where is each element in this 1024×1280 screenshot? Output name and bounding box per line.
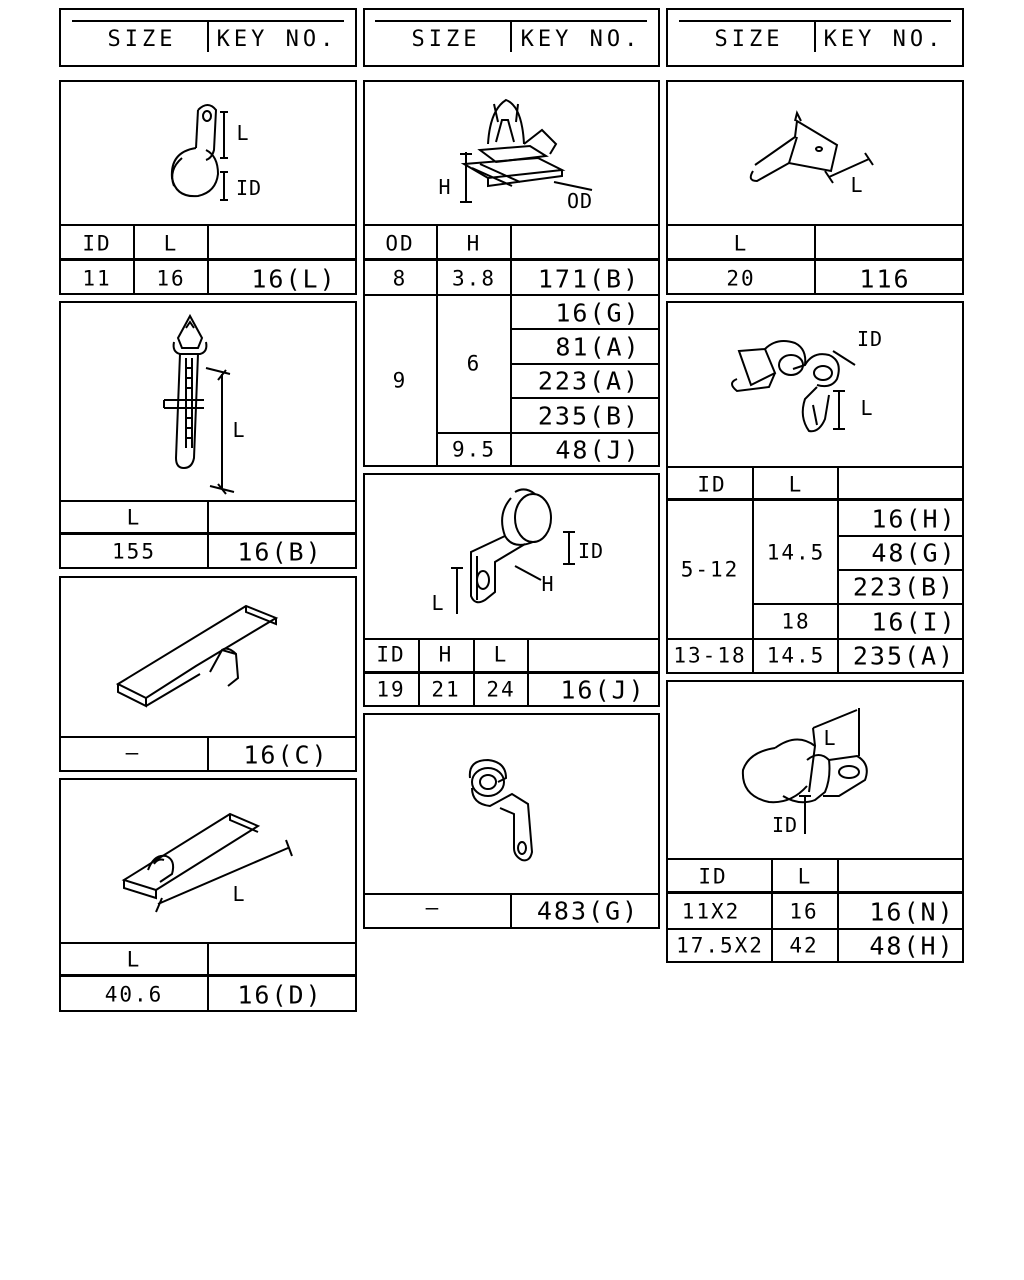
table-cell: 24 bbox=[486, 677, 516, 702]
table-cell: 16 bbox=[789, 899, 819, 924]
header-key-label: KEY NO. bbox=[216, 27, 338, 52]
header-size-label: SIZE bbox=[714, 27, 784, 52]
dim-label-OD: OD bbox=[566, 189, 594, 213]
table-header-cell: OD bbox=[385, 231, 415, 256]
header-size-label: SIZE bbox=[107, 27, 177, 52]
table-header-cell: H bbox=[438, 642, 454, 667]
table-cell: — bbox=[125, 740, 141, 765]
key-number: 81(A) bbox=[555, 332, 641, 362]
table-header-cell: H bbox=[466, 231, 482, 256]
key-number: 16(N) bbox=[869, 897, 955, 927]
table-cell: 6 bbox=[466, 351, 482, 376]
table-cell: 40.6 bbox=[104, 982, 164, 1007]
key-number: 48(H) bbox=[869, 931, 955, 961]
table-header-cell: L bbox=[733, 231, 749, 256]
flat-band-push-clip-icon bbox=[118, 808, 298, 923]
dim-label-H: H bbox=[438, 175, 452, 199]
table-header-cell: ID bbox=[376, 642, 406, 667]
header-size-label: SIZE bbox=[411, 27, 481, 52]
table-cell: 155 bbox=[112, 539, 156, 564]
dim-label-L: L bbox=[236, 121, 250, 145]
table-cell: 19 bbox=[376, 677, 406, 702]
table-header-cell: L bbox=[163, 231, 179, 256]
table-cell: 18 bbox=[781, 609, 811, 634]
key-number: 48(G) bbox=[871, 538, 957, 568]
dim-label-ID: ID bbox=[577, 539, 605, 563]
table-cell: 16 bbox=[156, 266, 186, 291]
key-number: 223(A) bbox=[537, 366, 641, 396]
key-number: 483(G) bbox=[536, 896, 640, 926]
oval-band-clamp-icon bbox=[735, 700, 885, 835]
dim-label-L: L bbox=[431, 591, 445, 615]
table-header-cell: L bbox=[493, 642, 509, 667]
key-number: 235(A) bbox=[852, 641, 956, 671]
key-number: 16(I) bbox=[871, 607, 957, 637]
table-header-cell: ID bbox=[697, 472, 727, 497]
table-cell: 13-18 bbox=[673, 643, 747, 668]
dim-label-L: L bbox=[232, 882, 246, 906]
header-key-label: KEY NO. bbox=[823, 27, 945, 52]
key-number: 235(B) bbox=[537, 401, 641, 431]
table-header-cell: L bbox=[126, 505, 142, 530]
dim-label-ID: ID bbox=[235, 176, 263, 200]
key-number: 16(D) bbox=[237, 980, 323, 1010]
table-cell: 14.5 bbox=[766, 643, 826, 668]
push-tie-band-icon bbox=[150, 308, 260, 493]
table-cell: — bbox=[425, 895, 441, 920]
table-header-cell: L bbox=[126, 947, 142, 972]
dim-label-L: L bbox=[232, 418, 246, 442]
key-number: 223(B) bbox=[852, 572, 956, 602]
key-number: 16(L) bbox=[251, 264, 337, 294]
key-number: 16(C) bbox=[243, 740, 329, 770]
dim-label-ID: ID bbox=[856, 327, 884, 351]
table-header-cell: ID bbox=[82, 231, 112, 256]
table-cell: 17.5X2 bbox=[676, 933, 764, 958]
table-cell: 42 bbox=[789, 933, 819, 958]
key-number: 16(J) bbox=[560, 675, 646, 705]
header-key-label: KEY NO. bbox=[520, 27, 642, 52]
table-header-cell: L bbox=[788, 472, 804, 497]
table-cell: 9 bbox=[392, 368, 408, 393]
key-number: 16(H) bbox=[871, 504, 957, 534]
dim-label-L: L bbox=[823, 726, 837, 750]
dim-label-L: L bbox=[850, 173, 864, 197]
table-cell: 9.5 bbox=[452, 437, 496, 462]
dim-label-ID: ID bbox=[771, 813, 799, 837]
table-cell: 14.5 bbox=[766, 540, 826, 565]
tube-clamp-icon bbox=[460, 756, 550, 866]
flat-band-clip-icon bbox=[110, 600, 290, 710]
key-number: 16(B) bbox=[237, 537, 323, 567]
table-cell: 8 bbox=[392, 266, 408, 291]
table-cell: 21 bbox=[431, 677, 461, 702]
table-cell: 11X2 bbox=[681, 899, 741, 924]
key-number: 16(G) bbox=[555, 298, 641, 328]
dim-label-L: L bbox=[860, 396, 874, 420]
table-header-cell: L bbox=[797, 864, 813, 889]
key-number: 116 bbox=[859, 264, 911, 294]
table-cell: 11 bbox=[82, 266, 112, 291]
table-cell: 3.8 bbox=[452, 266, 496, 291]
table-header-cell: ID bbox=[698, 864, 728, 889]
key-number: 48(J) bbox=[555, 435, 641, 465]
table-cell: 5-12 bbox=[680, 557, 740, 582]
key-number: 171(B) bbox=[537, 264, 641, 294]
dim-label-H: H bbox=[541, 572, 555, 596]
table-cell: 20 bbox=[726, 266, 756, 291]
